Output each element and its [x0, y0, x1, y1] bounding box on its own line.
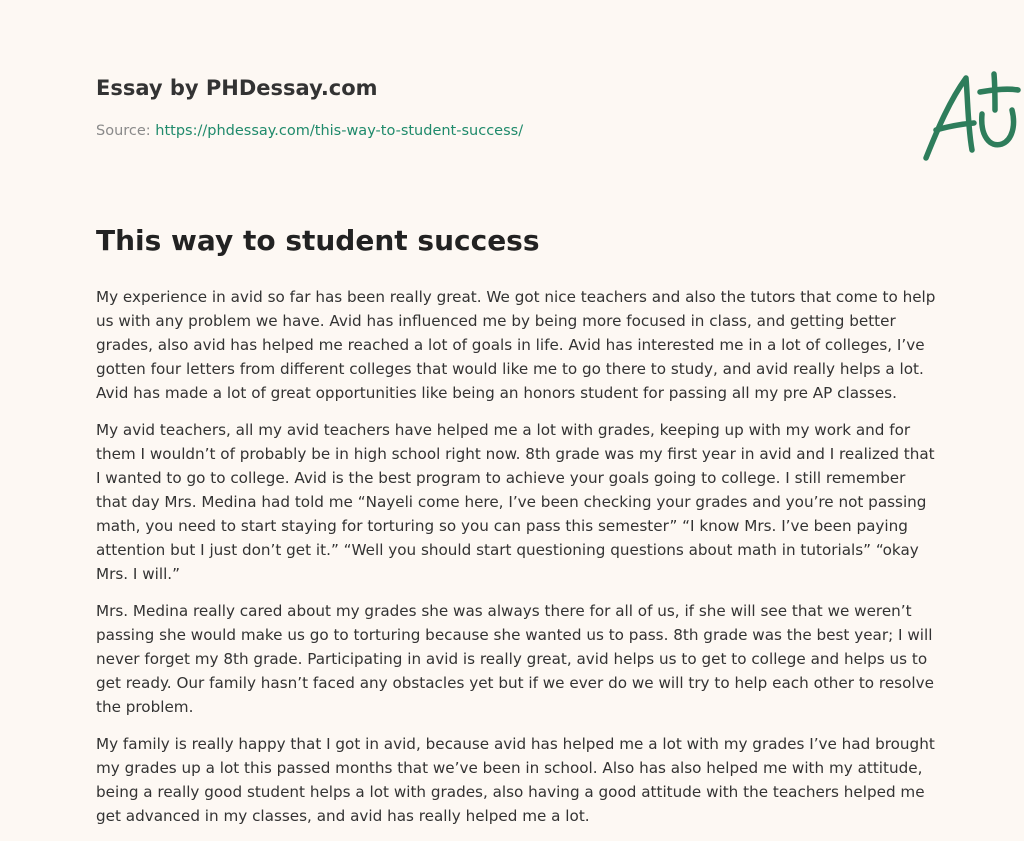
a-plus-logo-icon — [922, 66, 1024, 166]
source-link[interactable]: https://phdessay.com/this-way-to-student-success/ — [155, 123, 524, 139]
essay-paragraph: My experience in avid so far has been really great. We got nice teachers and also the tutors that come to help us with any problem we have. Avid has influenced me by being more focused in class, and getting better grades, also avid has helped me reached a lot of goals in life. Avid has interested me in a lot of colleges, I’ve gotten four letters from different colleges that would like me to go there to study, and avid really helps a lot. Avid has made a lot of great opportunities like being an honors student for passing all my pre AP classes. — [96, 288, 936, 402]
site-title: Essay by PHDessay.com — [96, 76, 378, 100]
essay-paragraph: My avid teachers, all my avid teachers have helped me a lot with grades, keeping up with my work and for them I wouldn’t of probably be in high school right now. 8th grade was my first year in avid and I realized that I wanted to go to college. Avid is the best program to achieve your goals going to college. I still remember that day Mrs. Medina had told me “Nayeli come here, I’ve been checking your grades and you’re not passing math, you need to start staying for torturing so you can pass this semester” “I know Mrs. I’ve been paying attention but I just don’t get it.” “Well you should start questioning questions about math in tutorials” “okay Mrs. I will.” — [96, 421, 935, 583]
essay-body — [96, 285, 936, 841]
essay-paragraph: Mrs. Medina really cared about my grades she was always there for all of us, if she will see that we weren’t passing she would make us go to torturing because she wanted us to pass. 8th grade was the best year; I will never forget my 8th grade. Participating in avid is really great, avid helps us to get to college and helps us to get ready. Our family hasn’t faced any obstacles yet but if we ever do we will try to help each other to resolve the problem. — [96, 602, 934, 716]
source-line — [96, 123, 523, 139]
source-label: Source: — [96, 123, 156, 139]
essay-paragraph: My family is really happy that I got in avid, because avid has helped me a lot with my grades I’ve had brought my grades up a lot this passed months that we’ve been in school. Also has also helped me with my attitude, being a really good student helps a lot with grades, also having a good attitude with the teachers helped me get advanced in my classes, and avid has really helped me a lot. — [96, 735, 935, 825]
essay-title: This way to student success — [96, 224, 540, 257]
